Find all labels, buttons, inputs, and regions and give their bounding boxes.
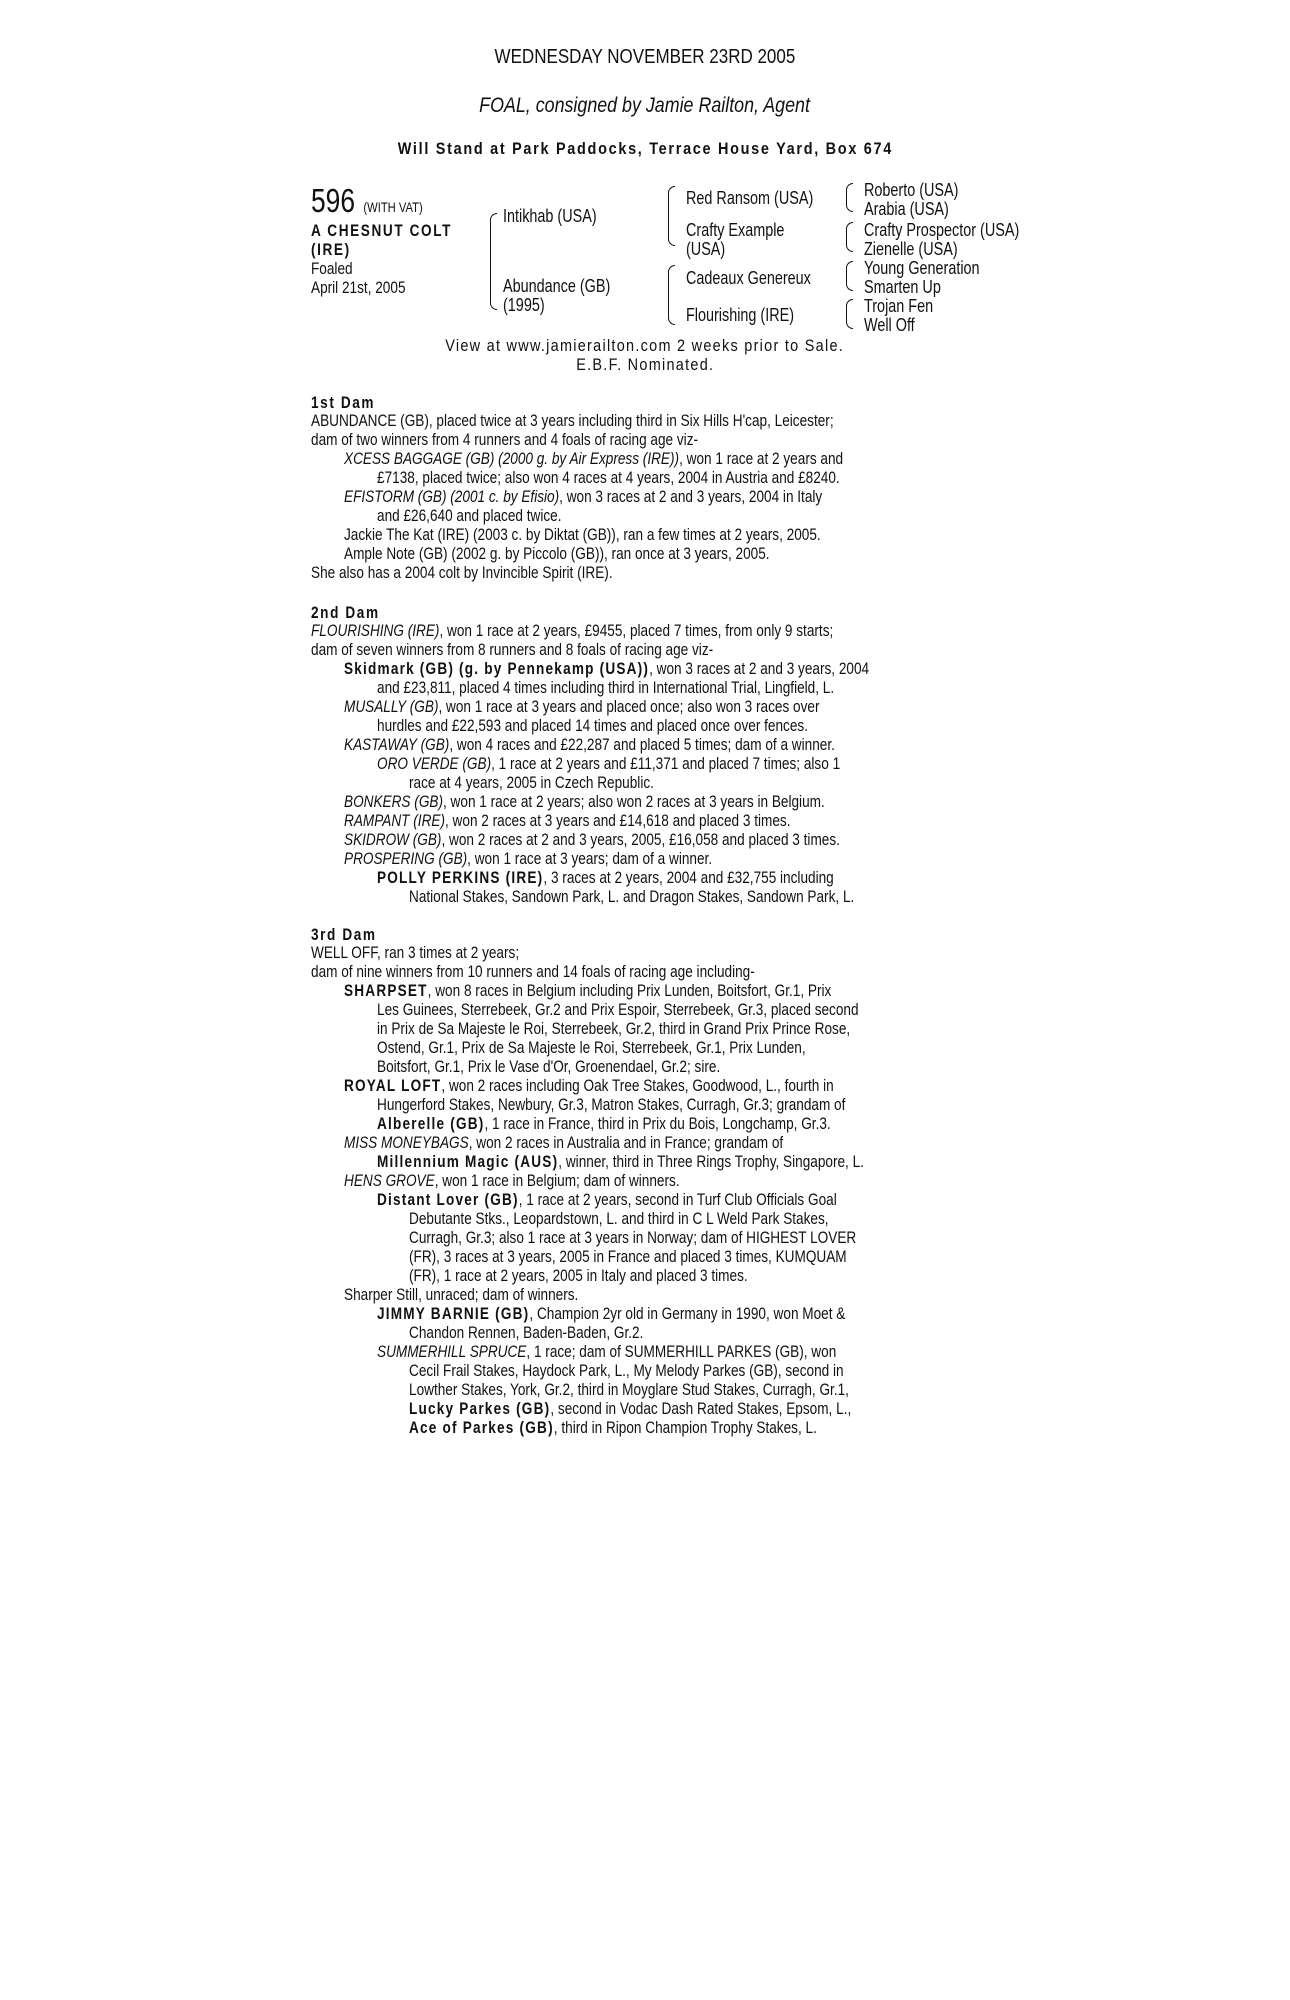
second-dam-body [311,621,1000,906]
pedigree-text-line: Les Guinees, Sterrebeek, Gr.2 and Prix Espoir, Sterrebeek, Gr.3, placed second [377,1000,859,1019]
pedigree-text-line: SHARPSET, won 8 races in Belgium including Prix Lunden, Boitsfort, Gr.1, Prix [344,981,832,1000]
pedigree-text-line: PROSPERING (GB), won 1 race at 3 years; dam of a winner. [344,849,713,868]
lot-description: A CHESNUT COLT [311,221,453,240]
pedigree-text-line: Curragh, Gr.3; also 1 race at 3 years in Norway; dam of HIGHEST LOVER [409,1228,857,1247]
pedigree-text-line: Ample Note (GB) (2002 g. by Piccolo (GB)), ran once at 3 years, 2005. [344,544,770,563]
pedigree-brace-g34 [846,222,853,252]
pedigree-brace-g56 [846,261,853,291]
pedigree-g3: Crafty Prospector (USA) [864,220,1020,240]
foaled-date: April 21st, 2005 [311,278,406,297]
pedigree-text-line: ABUNDANCE (GB), placed twice at 3 years including third in Six Hills H'cap, Leicester; [311,411,834,430]
pedigree-text-line: £7138, placed twice; also won 4 races at 4 years, 2004 in Austria and £8240. [377,468,840,487]
foaled-label: Foaled [311,259,353,278]
pedigree-brace-sire [668,186,675,246]
consignor-line: FOAL, consigned by Jamie Railton, Agent [479,94,811,117]
pedigree-text-line: (FR), 1 race at 2 years, 2005 in Italy and placed 3 times. [409,1266,748,1285]
pedigree-text-line: Alberelle (GB), 1 race in France, third in Prix du Bois, Longchamp, Gr.3. [377,1114,831,1133]
pedigree-text-line: Cecil Frail Stakes, Haydock Park, L., My Melody Parkes (GB), second in [409,1361,844,1380]
pedigree-text-line: JIMMY BARNIE (GB), Champion 2yr old in Germany in 1990, won Moet & [377,1304,846,1323]
sale-date: WEDNESDAY NOVEMBER 23RD 2005 [494,46,796,68]
pedigree-text-line: SUMMERHILL SPRUCE, 1 race; dam of SUMMERHILL PARKES (GB), won [377,1342,837,1361]
pedigree-text-line: Hungerford Stakes, Newbury, Gr.3, Matron Stakes, Curragh, Gr.3; grandam of [377,1095,846,1114]
pedigree-text-line: hurdles and £22,593 and placed 14 times and placed once over fences. [377,716,808,735]
pedigree-sire: Intikhab (USA) [503,206,597,226]
pedigree-text-line: dam of nine winners from 10 runners and 14 foals of racing age including- [311,962,755,981]
pedigree-dam-year: (1995) [503,295,545,315]
pedigree-text-line: EFISTORM (GB) (2001 c. by Efisio), won 3 races at 2 and 3 years, 2004 in Italy [344,487,823,506]
pedigree-text-line: FLOURISHING (IRE), won 1 race at 2 years, £9455, placed 7 times, from only 9 starts; [311,621,834,640]
pedigree-text-line: Skidmark (GB) (g. by Pennekamp (USA)), won 3 races at 2 and 3 years, 2004 [344,659,870,678]
pedigree-brace-main [490,213,497,310]
pedigree-text-line: MISS MONEYBAGS, won 2 races in Australia and in France; grandam of [344,1133,784,1152]
pedigree-text-line: HENS GROVE, won 1 race in Belgium; dam of winners. [344,1171,680,1190]
first-dam-heading: 1st Dam [311,393,376,412]
pedigree-g4: Zienelle (USA) [864,239,958,259]
pedigree-sire-dam: Crafty Example [686,220,785,240]
pedigree-text-line: in Prix de Sa Majeste le Roi, Sterrebeek, Gr.2, third in Grand Prix Prince Rose, [377,1019,851,1038]
pedigree-text-line: (FR), 3 races at 3 years, 2005 in France and placed 3 times, KUMQUAM [409,1247,847,1266]
pedigree-text-line: BONKERS (GB), won 1 race at 2 years; also won 2 races at 3 years in Belgium. [344,792,825,811]
pedigree-text-line: and £26,640 and placed twice. [377,506,562,525]
pedigree-g6: Smarten Up [864,277,941,297]
pedigree-text-line: Debutante Stks., Leopardstown, L. and third in C L Weld Park Stakes, [409,1209,829,1228]
pedigree-dam-dam: Flourishing (IRE) [686,305,795,325]
pedigree-brace-dam [668,265,675,325]
location-line: Will Stand at Park Paddocks, Terrace House Yard, Box 674 [397,139,893,158]
pedigree-text-line: ORO VERDE (GB), 1 race at 2 years and £11,371 and placed 7 times; also 1 [377,754,841,773]
pedigree-sire-dam-country: (USA) [686,239,726,259]
pedigree-brace-g12 [846,183,853,212]
pedigree-g2: Arabia (USA) [864,199,949,219]
pedigree-sire-sire: Red Ransom (USA) [686,188,814,208]
pedigree-text-line: Lucky Parkes (GB), second in Vodac Dash Rated Stakes, Epsom, L., [409,1399,852,1418]
lot-number: 596 [311,182,356,219]
pedigree-text-line: Jackie The Kat (IRE) (2003 c. by Diktat (GB)), ran a few times at 2 years, 2005. [344,525,821,544]
ebf-note: E.B.F. Nominated. [575,355,715,374]
third-dam-heading: 3rd Dam [311,925,377,944]
viewing-note: View at www.jamierailton.com 2 weeks prior to Sale. [445,336,845,355]
pedigree-text-line: ROYAL LOFT, won 2 races including Oak Tree Stakes, Goodwood, L., fourth in [344,1076,834,1095]
pedigree-text-line: Distant Lover (GB), 1 race at 2 years, second in Turf Club Officials Goal [377,1190,837,1209]
pedigree-g5: Young Generation [864,258,980,278]
pedigree-g7: Trojan Fen [864,296,934,316]
pedigree-g1: Roberto (USA) [864,180,959,200]
pedigree-dam-sire: Cadeaux Genereux [686,268,811,288]
pedigree-text-line: SKIDROW (GB), won 2 races at 2 and 3 years, 2005, £16,058 and placed 3 times. [344,830,840,849]
pedigree-text-line: and £23,811, placed 4 times including third in International Trial, Lingfield, L. [377,678,835,697]
pedigree-text-line: Lowther Stakes, York, Gr.2, third in Moyglare Stud Stakes, Curragh, Gr.1, [409,1380,849,1399]
pedigree-text-line: Ostend, Gr.1, Prix de Sa Majeste le Roi, Sterrebeek, Gr.1, Prix Lunden, [377,1038,806,1057]
pedigree-text-line: Millennium Magic (AUS), winner, third in Three Rings Trophy, Singapore, L. [377,1152,864,1171]
pedigree-text-line: race at 4 years, 2005 in Czech Republic. [409,773,654,792]
pedigree-text-line: She also has a 2004 colt by Invincible Spirit (IRE). [311,563,613,582]
pedigree-text-line: XCESS BAGGAGE (GB) (2000 g. by Air Express (IRE)), won 1 race at 2 years and [344,449,844,468]
second-dam-heading: 2nd Dam [311,603,380,622]
vat-note: (WITH VAT) [363,199,423,215]
lot-number-row [311,182,451,220]
third-dam-body [311,943,986,1437]
pedigree-text-line: Chandon Rennen, Baden-Baden, Gr.2. [409,1323,644,1342]
pedigree-text-line: Sharper Still, unraced; dam of winners. [344,1285,579,1304]
pedigree-text-line: WELL OFF, ran 3 times at 2 years; [311,943,520,962]
pedigree-text-line: MUSALLY (GB), won 1 race at 3 years and placed once; also won 3 races over [344,697,820,716]
first-dam-body [311,411,968,582]
lot-description-country: (IRE) [311,240,351,259]
pedigree-text-line: POLLY PERKINS (IRE), 3 races at 2 years, 2004 and £32,755 including [377,868,834,887]
pedigree-brace-g78 [846,299,853,329]
pedigree-text-line: KASTAWAY (GB), won 4 races and £22,287 and placed 5 times; dam of a winner. [344,735,835,754]
pedigree-text-line: Ace of Parkes (GB), third in Ripon Champion Trophy Stakes, L. [409,1418,817,1437]
pedigree-dam: Abundance (GB) [503,276,611,296]
pedigree-text-line: Boitsfort, Gr.1, Prix le Vase d'Or, Groenendael, Gr.2; sire. [377,1057,721,1076]
pedigree-text-line: RAMPANT (IRE), won 2 races at 3 years and £14,618 and placed 3 times. [344,811,791,830]
pedigree-g8: Well Off [864,315,915,335]
pedigree-text-line: National Stakes, Sandown Park, L. and Dragon Stakes, Sandown Park, L. [409,887,855,906]
pedigree-text-line: dam of seven winners from 8 runners and 8 foals of racing age viz- [311,640,714,659]
pedigree-text-line: dam of two winners from 4 runners and 4 foals of racing age viz- [311,430,699,449]
